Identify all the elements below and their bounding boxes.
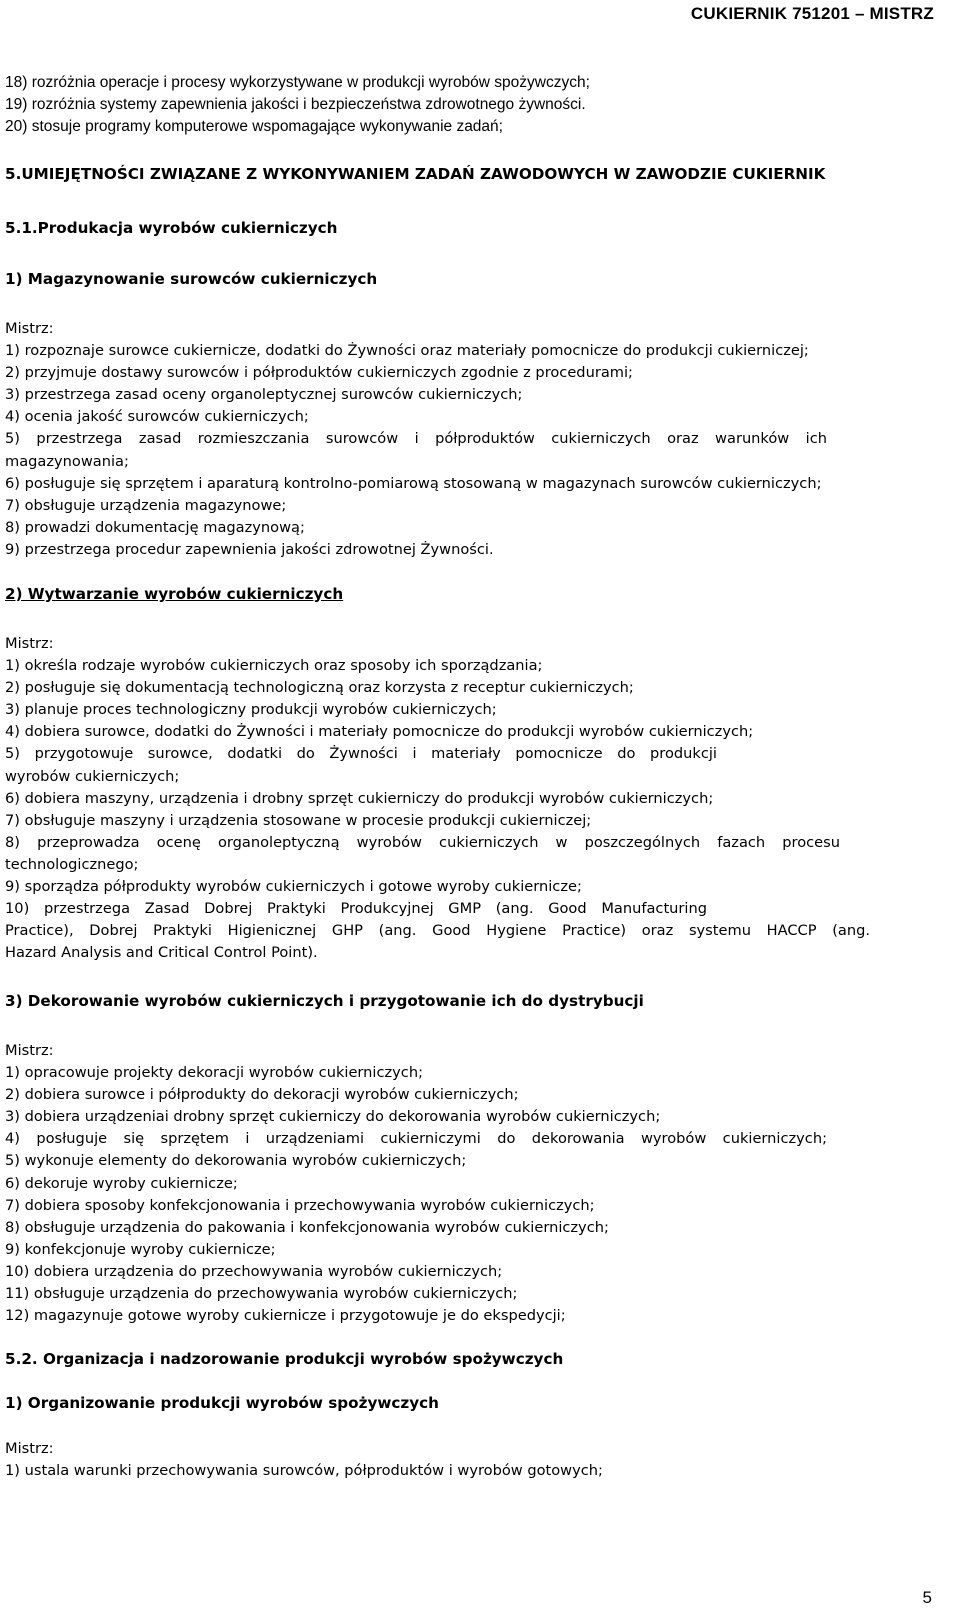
list-item: 6) posługuje się sprzętem i aparaturą kontrolno-pomiarową stosowaną w magazynach surowców cukierniczych; [5, 474, 822, 492]
list-item: 7) obsługuje urządzenia magazynowe; [5, 496, 287, 514]
list-item: 3) planuje proces technologiczny produkcji wyrobów cukierniczych; [5, 701, 497, 719]
list-item: 1) opracowuje projekty dekoracji wyrobów cukierniczych; [5, 1064, 423, 1082]
mistrz-label: Mistrz: [5, 635, 54, 652]
list-item: 11) obsługuje urządzenia do przechowywania wyrobów cukierniczych; [5, 1285, 518, 1303]
list-item: 7) obsługuje maszyny i urządzenia stosowane w procesie produkcji cukierniczej; [5, 811, 592, 829]
subsection-title: 1) Organizowanie produkcji wyrobów spożywczych [5, 1394, 439, 1412]
list-item: 8) prowadzi dokumentację magazynową; [5, 518, 305, 536]
subsection-2-body [5, 633, 930, 964]
list-item: 3) przestrzega zasad oceny organoleptycznej surowców cukierniczych; [5, 386, 523, 404]
mistrz-label: Mistrz: [5, 1440, 54, 1457]
list-item: 20) stosuje programy komputerowe wspomagające wykonywanie zadań; [5, 118, 503, 135]
list-item: 8) przeprowadza ocenę organoleptyczną wyrobów cukierniczych w poszczególnych fazach procesu [5, 833, 840, 851]
list-item: 9) konfekcjonuje wyroby cukiernicze; [5, 1240, 276, 1258]
list-item: Practice), Dobrej Praktyki Higienicznej GHP (ang. Good Hygiene Practice) oraz systemu HACCP (ang. [5, 922, 870, 940]
list-item: 1) określa rodzaje wyrobów cukierniczych oraz sposoby ich sporządzania; [5, 657, 543, 675]
list-item: 4) ocenia jakość surowców cukierniczych; [5, 408, 309, 426]
list-item: 2) posługuje się dokumentacją technologiczną oraz korzysta z receptur cukierniczych; [5, 679, 634, 697]
list-item: 4) dobiera surowce, dodatki do Żywności i materiały pomocnicze do produkcji wyrobów cukierniczych; [5, 723, 754, 741]
list-item: 2) dobiera surowce i półprodukty do dekoracji wyrobów cukierniczych; [5, 1086, 519, 1104]
list-item: 3) dobiera urządzeniai drobny sprzęt cukierniczy do dekorowania wyrobów cukierniczych; [5, 1108, 661, 1126]
list-item: 5) przestrzega zasad rozmieszczania surowców i półproduktów cukierniczych oraz warunków ich [5, 430, 827, 448]
list-item: 8) obsługuje urządzenia do pakowania i konfekcjonowania wyrobów cukierniczych; [5, 1218, 609, 1236]
list-item: 19) rozróżnia systemy zapewnienia jakości i bezpieczeństwa zdrowotnego żywności. [5, 96, 586, 113]
subsection-title: 1) Magazynowanie surowców cukierniczych [5, 270, 378, 288]
list-item: 12) magazynuje gotowe wyroby cukiernicze i przygotowuje je do ekspedycji; [5, 1307, 566, 1325]
mistrz-label: Mistrz: [5, 1042, 54, 1059]
top-list [5, 72, 930, 138]
list-item: magazynowania; [5, 452, 129, 470]
subsection-3-body [5, 1040, 930, 1327]
subsection-title: 2) Wytwarzanie wyrobów cukierniczych [5, 585, 344, 603]
list-item: 6) dekoruje wyroby cukiernicze; [5, 1174, 238, 1192]
list-item: 2) przyjmuje dostawy surowców i półproduktów cukierniczych zgodnie z procedurami; [5, 364, 633, 382]
list-item: 1) rozpoznaje surowce cukiernicze, dodatki do Żywności oraz materiały pomocnicze do produkcji cukierniczej; [5, 342, 809, 360]
list-item: Hazard Analysis and Critical Control Point). [5, 944, 318, 962]
subsection-5-2-1-body [5, 1438, 930, 1482]
list-item: 18) rozróżnia operacje i procesy wykorzystywane w produkcji wyrobów spożywczych; [5, 74, 590, 91]
list-item: 5) wykonuje elementy do dekorowania wyrobów cukierniczych; [5, 1152, 467, 1170]
list-item: 10) przestrzega Zasad Dobrej Praktyki Produkcyjnej GMP (ang. Good Manufacturing [5, 900, 707, 918]
subsection-title: 3) Dekorowanie wyrobów cukierniczych i przygotowanie ich do dystrybucji [5, 992, 644, 1010]
list-item: 9) sporządza półprodukty wyrobów cukierniczych i gotowe wyroby cukiernicze; [5, 878, 582, 896]
section-5-1-title: 5.1.Produkacja wyrobów cukierniczych [5, 219, 338, 237]
list-item: 9) przestrzega procedur zapewnienia jakości zdrowotnej Żywności. [5, 540, 494, 558]
list-item: 5) przygotowuje surowce, dodatki do Żywności i materiały pomocnicze do produkcji [5, 745, 717, 763]
list-item: 10) dobiera urządzenia do przechowywania wyrobów cukierniczych; [5, 1262, 503, 1280]
list-item: wyrobów cukierniczych; [5, 767, 180, 785]
section-5-2-title: 5.2. Organizacja i nadzorowanie produkcji wyrobów spożywczych [5, 1350, 564, 1368]
list-item: technologicznego; [5, 855, 139, 873]
subsection-1-body [5, 318, 930, 561]
page-header: CUKIERNIK 751201 – MISTRZ [690, 4, 934, 23]
section-5-title: 5.UMIEJĘTNOŚCI ZWIĄZANE Z WYKONYWANIEM ZADAŃ ZAWODOWYCH W ZAWODZIE CUKIERNIK [5, 165, 826, 183]
list-item: 1) ustala warunki przechowywania surowców, półproduktów i wyrobów gotowych; [5, 1462, 603, 1480]
list-item: 6) dobiera maszyny, urządzenia i drobny sprzęt cukierniczy do produkcji wyrobów cukierniczych; [5, 789, 714, 807]
mistrz-label: Mistrz: [5, 320, 54, 337]
page-number: 5 [922, 1588, 932, 1607]
list-item: 7) dobiera sposoby konfekcjonowania i przechowywania wyrobów cukierniczych; [5, 1196, 595, 1214]
list-item: 4) posługuje się sprzętem i urządzeniami cukierniczymi do dekorowania wyrobów cukierniczych; [5, 1130, 827, 1148]
